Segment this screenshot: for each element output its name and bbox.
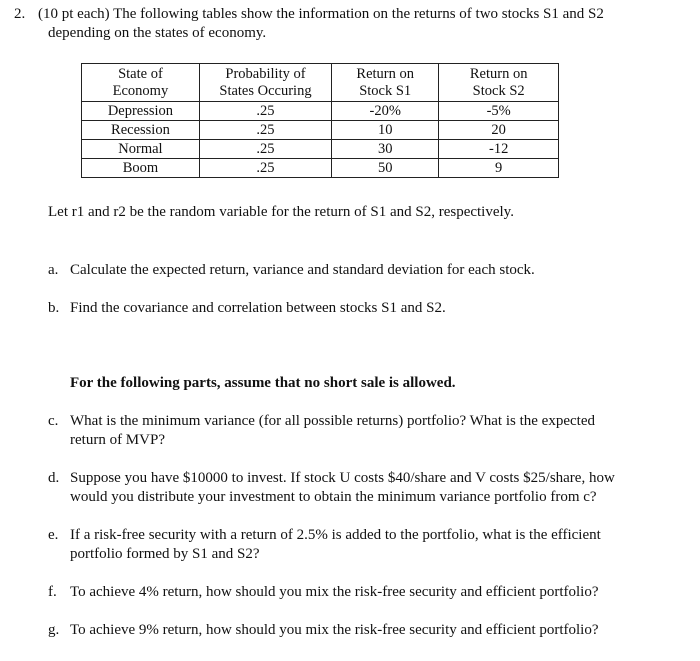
- cell-probability: .25: [199, 102, 331, 121]
- no-short-sale-note: For the following parts, assume that no short sale is allowed.: [70, 375, 456, 391]
- let-statement: Let r1 and r2 be the random variable for the return of S1 and S2, respectively.: [48, 204, 514, 220]
- part-g: [48, 621, 678, 640]
- question-line-1: [14, 5, 686, 24]
- question-line-2: depending on the states of economy.: [48, 25, 267, 41]
- table-row: [82, 140, 559, 159]
- table-row: [82, 159, 559, 178]
- question-intro: (10 pt each) The following tables show the information on the returns of two stocks S1 and S2: [38, 6, 604, 22]
- returns-table: [81, 63, 559, 178]
- part-e: [48, 526, 678, 564]
- header-return-s2-line-2: Stock S2: [472, 83, 525, 99]
- part-g-text: To achieve 9% return, how should you mix the risk-free security and efficient portfolio?: [70, 622, 599, 638]
- part-d-line-1: Suppose you have $10000 to invest. If stock U costs $40/share and V costs $25/share, how: [70, 470, 615, 486]
- cell-return-s1: -20%: [332, 102, 439, 121]
- cell-return-s2: 20: [439, 121, 559, 140]
- cell-return-s2: -5%: [439, 102, 559, 121]
- cell-state: Recession: [82, 121, 200, 140]
- cell-probability: .25: [199, 121, 331, 140]
- header-state-line-2: Economy: [112, 83, 169, 99]
- header-return-s1-line-1: Return on: [356, 66, 414, 82]
- part-e-letter: e.: [48, 527, 59, 543]
- header-return-s1: [332, 64, 439, 102]
- cell-probability: .25: [199, 140, 331, 159]
- header-probability: [199, 64, 331, 102]
- part-e-line-1: If a risk-free security with a return of 2.5% is added to the portfolio, what is the efficient: [70, 527, 601, 543]
- part-b: [48, 299, 678, 318]
- part-f: [48, 583, 678, 602]
- part-a-letter: a.: [48, 262, 59, 278]
- part-b-text: Find the covariance and correlation between stocks S1 and S2.: [70, 300, 446, 316]
- part-d-letter: d.: [48, 470, 60, 486]
- part-a: [48, 261, 678, 280]
- cell-return-s1: 50: [332, 159, 439, 178]
- part-f-letter: f.: [48, 584, 57, 600]
- question-number: 2.: [14, 6, 26, 22]
- part-b-letter: b.: [48, 300, 60, 316]
- part-d-line-2: would you distribute your investment to obtain the minimum variance portfolio from c?: [70, 489, 597, 505]
- header-probability-line-2: States Occuring: [219, 83, 312, 99]
- part-f-text: To achieve 4% return, how should you mix the risk-free security and efficient portfolio?: [70, 584, 599, 600]
- part-g-letter: g.: [48, 622, 60, 638]
- header-state-line-1: State of: [118, 66, 163, 82]
- table-row: [82, 121, 559, 140]
- cell-state: Boom: [82, 159, 200, 178]
- table-row: [82, 102, 559, 121]
- part-c-letter: c.: [48, 413, 59, 429]
- cell-state: Depression: [82, 102, 200, 121]
- cell-return-s2: 9: [439, 159, 559, 178]
- cell-return-s1: 30: [332, 140, 439, 159]
- part-d: [48, 469, 678, 507]
- header-return-s2-line-1: Return on: [469, 66, 528, 82]
- part-e-line-2: portfolio formed by S1 and S2?: [70, 546, 260, 562]
- part-c-line-2: return of MVP?: [70, 432, 165, 448]
- part-a-text: Calculate the expected return, variance and standard deviation for each stock.: [70, 262, 535, 278]
- question-header: [14, 5, 686, 43]
- part-c-line-1: What is the minimum variance (for all possible returns) portfolio? What is the expected: [70, 413, 595, 429]
- header-return-s1-line-2: Stock S1: [359, 83, 412, 99]
- cell-probability: .25: [199, 159, 331, 178]
- part-c: [48, 412, 678, 450]
- cell-return-s1: 10: [332, 121, 439, 140]
- header-return-s2: [439, 64, 559, 102]
- header-state: [82, 64, 200, 102]
- cell-return-s2: -12: [439, 140, 559, 159]
- cell-state: Normal: [82, 140, 200, 159]
- header-probability-line-1: Probability of: [225, 66, 306, 82]
- table-header-row: [82, 64, 559, 102]
